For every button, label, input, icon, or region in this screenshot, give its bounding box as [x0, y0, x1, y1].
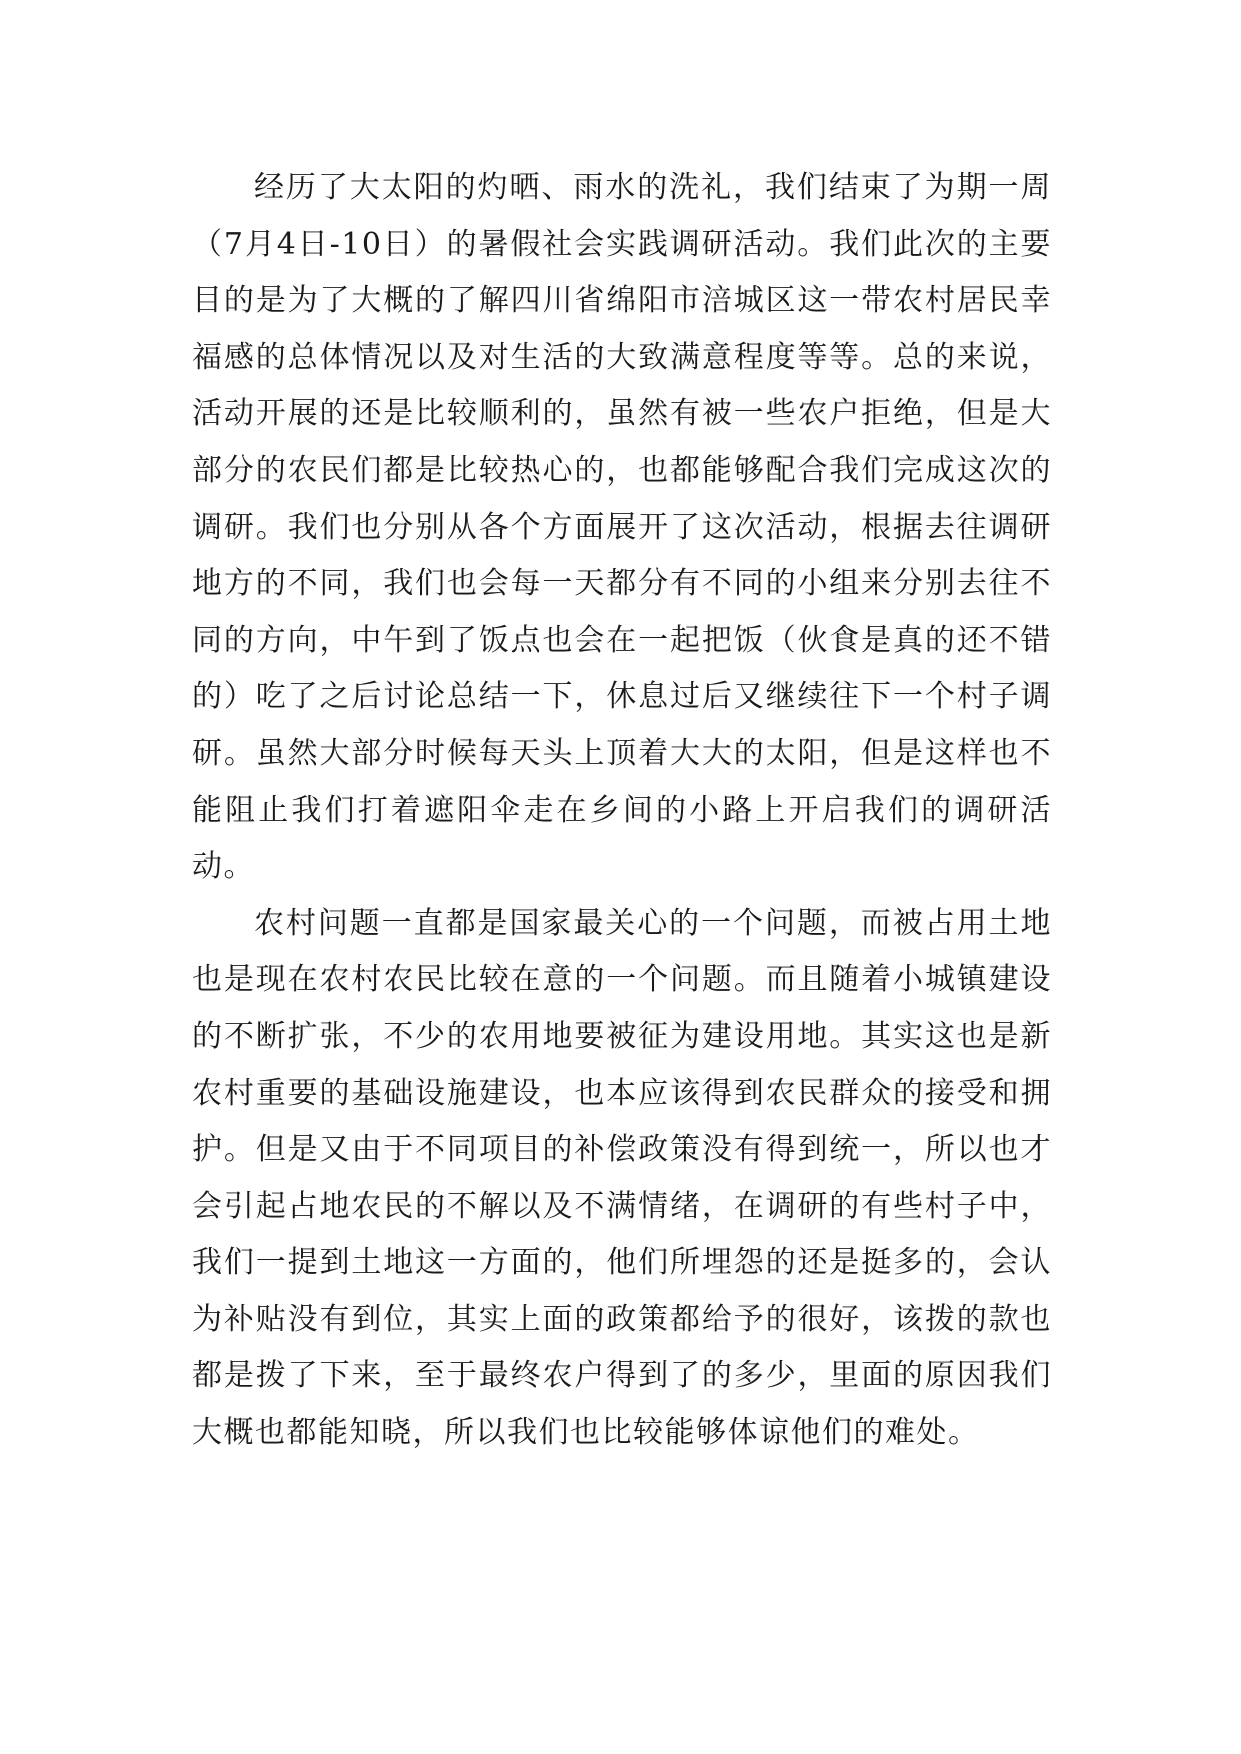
paragraph-1: 经历了大太阳的灼晒、雨水的洗礼，我们结束了为期一周（7月4日-10日）的暑假社会实践调研活动。我们此次的主要目的是为了大概的了解四川省绵阳市涪城区这一带农村居民幸福感的总体情况以及对生活的大致满意程度等等。总的来说，活动开展的还是比较顺利的，虽然有被一些农户拒绝，但是大部分的农民们都是比较热心的，也都能够配合我们完成这次的调研。我们也分别从各个方面展开了这次活动，根据去往调研地方的不同，我们也会每一天都分有不同的小组来分别去往不同的方向，中午到了饭点也会在一起把饭（伙食是真的还不错的）吃了之后讨论总结一下，休息过后又继续往下一个村子调研。虽然大部分时候每天头上顶着大大的太阳，但是这样也不能阻止我们打着遮阳伞走在乡间的小路上开启我们的调研活动。 — [192, 170, 1052, 885]
paragraph-2: 农村问题一直都是国家最关心的一个问题，而被占用土地也是现在农村农民比较在意的一个问题。而且随着小城镇建设的不断扩张，不少的农用地要被征为建设用地。其实这也是新农村重要的基础设施建设，也本应该得到农民群众的接受和拥护。但是又由于不同项目的补偿政策没有得到统一，所以也才会引起占地农民的不解以及不满情绪，在调研的有些村子中，我们一提到土地这一方面的，他们所埋怨的还是挺多的，会认为补贴没有到位，其实上面的政策都给予的很好，该拨的款也都是拨了下来，至于最终农户得到了的多少，里面的原因我们大概也都能知晓，所以我们也比较能够体谅他们的难处。 — [192, 905, 1052, 1451]
document-body — [192, 160, 1052, 1462]
